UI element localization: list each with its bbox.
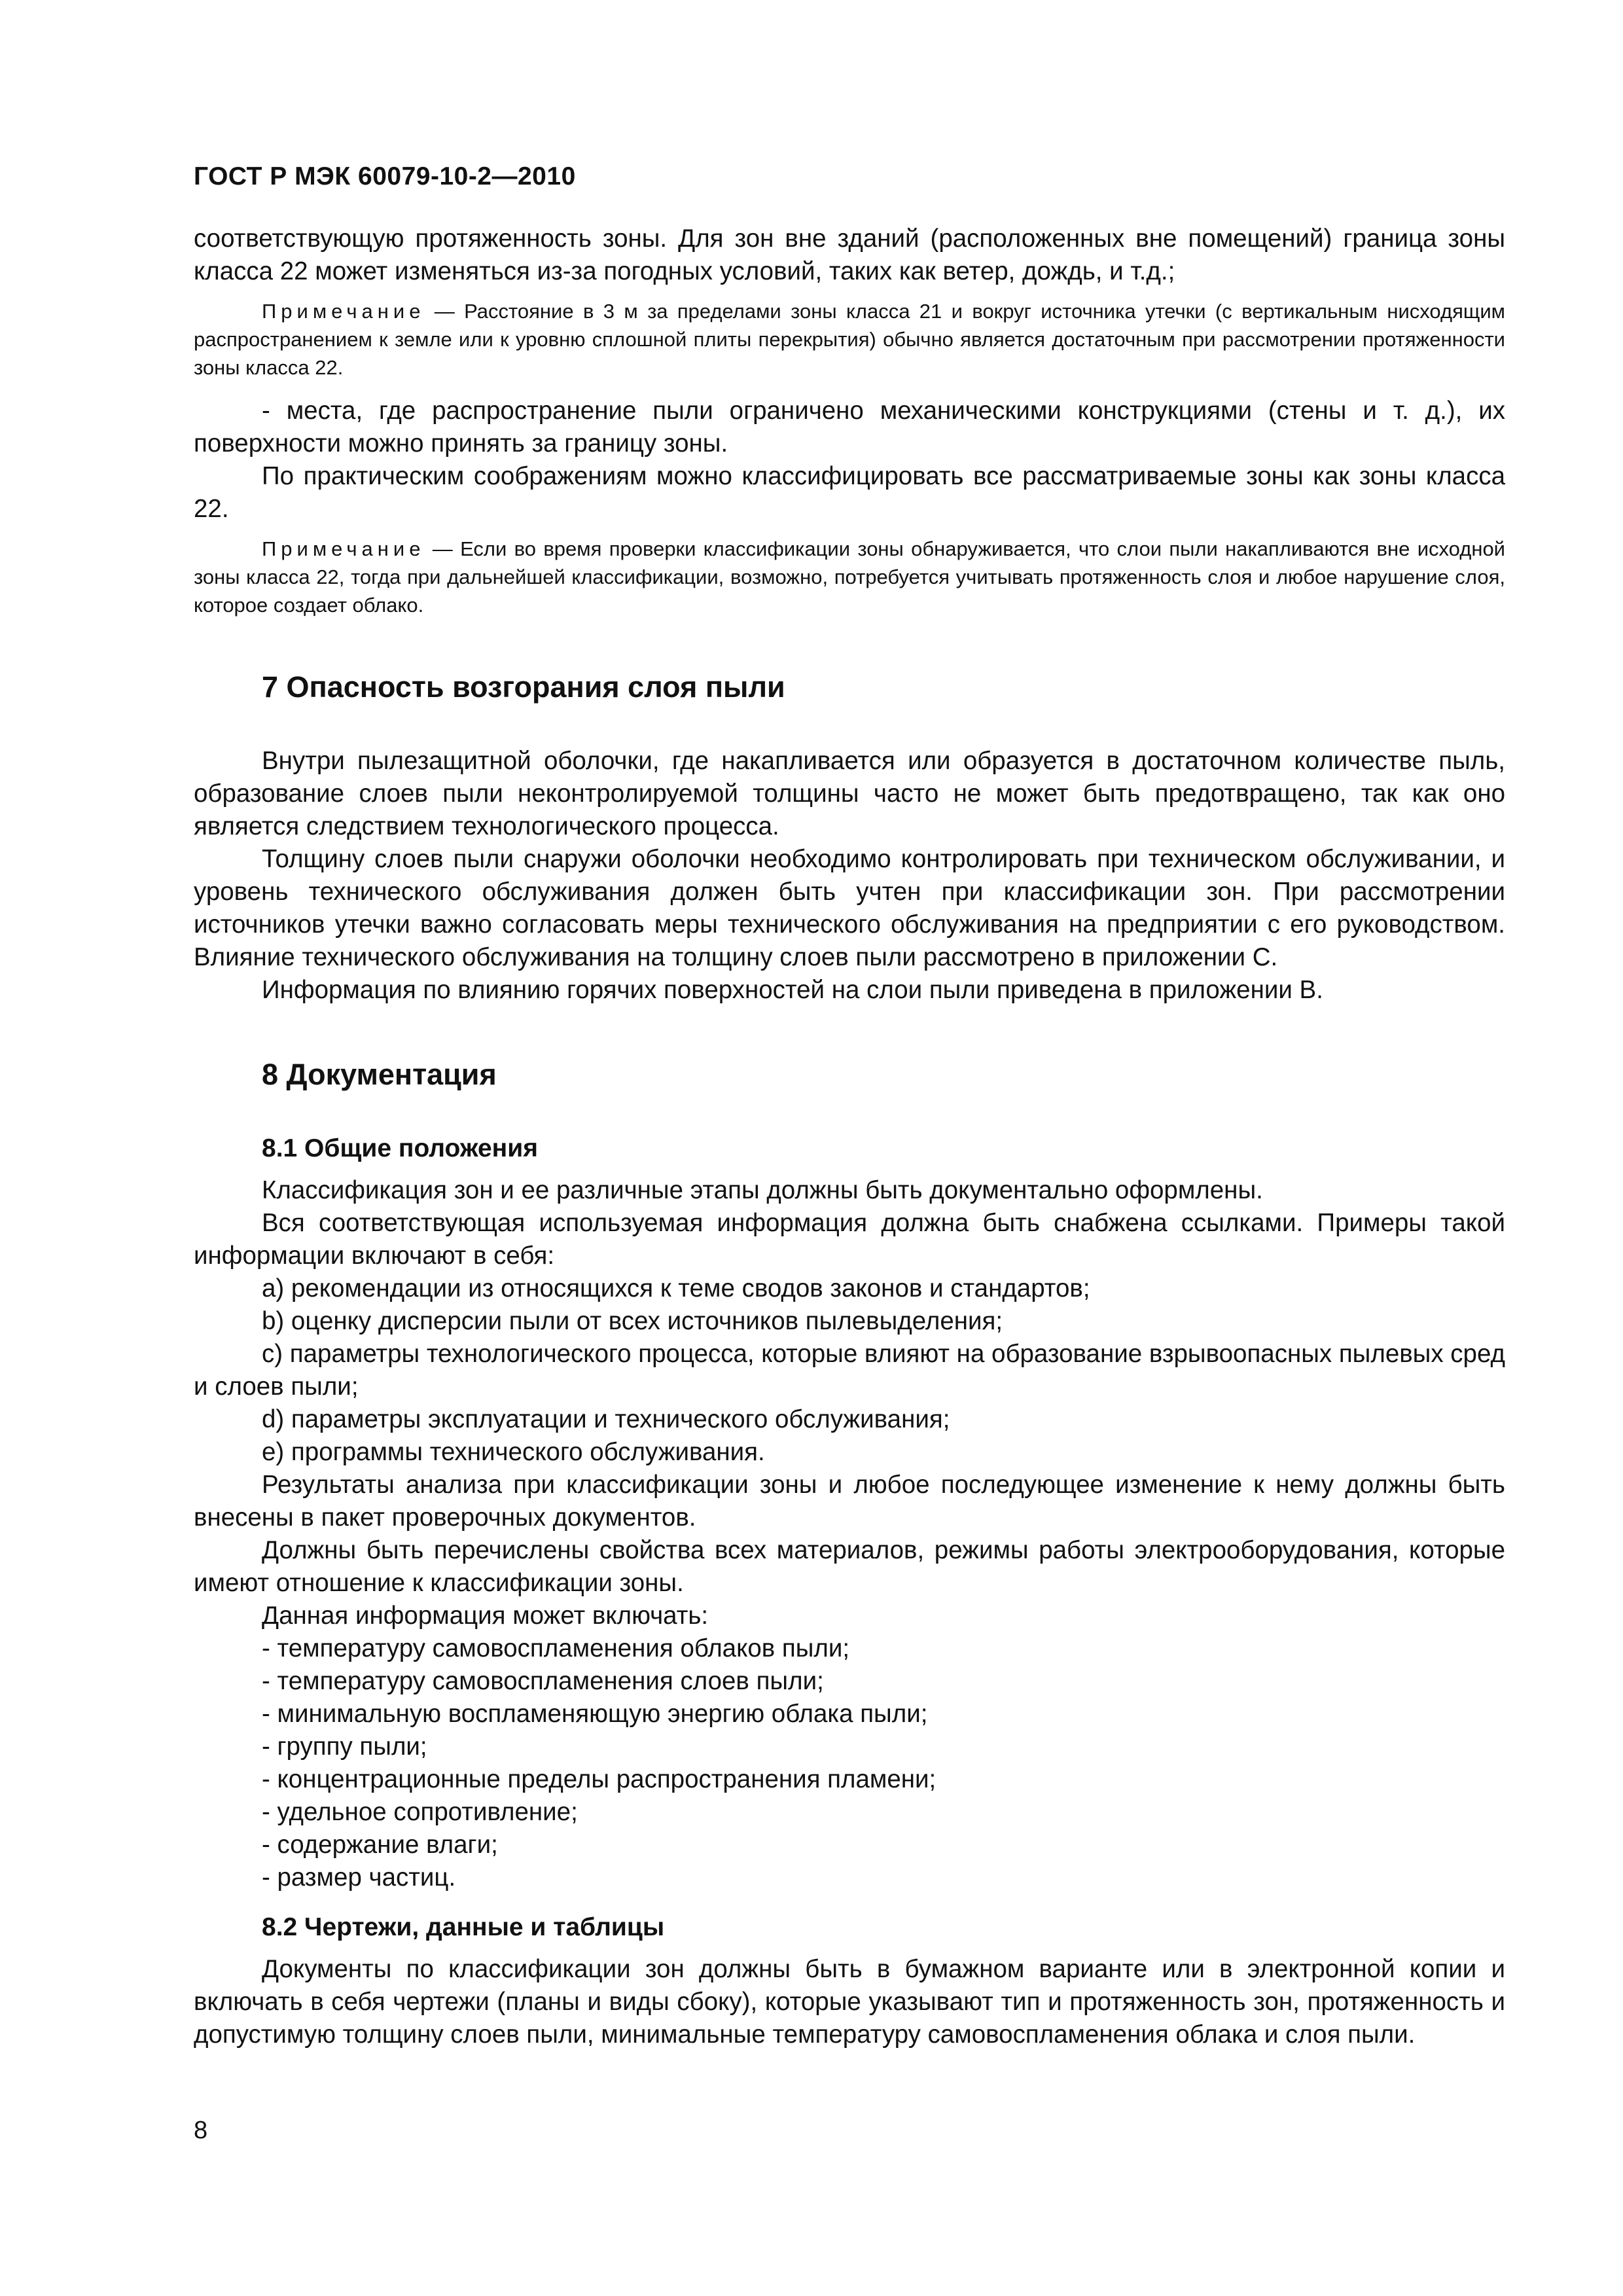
list-item: b) оценку дисперсии пыли от всех источников пылевыделения; (262, 1307, 1003, 1335)
note (194, 535, 1505, 619)
dash-list-item: - концентрационные пределы распространения пламени; (262, 1765, 936, 1793)
subsection-8-2-heading: 8.2 Чертежи, данные и таблицы (262, 1913, 665, 1941)
section-7-heading: 7 Опасность возгорания слоя пыли (262, 670, 785, 704)
dash-list-item: - температуру самовоспламенения облаков пыли; (262, 1634, 850, 1662)
paragraph: Вся соответствующая используемая информация должна быть снабжена ссылками. Примеры такой информации включают в себя: (194, 1209, 1505, 1270)
dash-list-item: - температуру самовоспламенения слоев пыли; (262, 1667, 824, 1695)
paragraph: Информация по влиянию горячих поверхностей на слои пыли приведена в приложении В. (262, 976, 1323, 1004)
dash-list-item: - содержание влаги; (262, 1831, 498, 1859)
section-8-heading: 8 Документация (262, 1058, 497, 1091)
note-label: Примечание (262, 537, 425, 560)
paragraph: Внутри пылезащитной оболочки, где накапливается или образуется в достаточном количестве пыль, образование слоев пыли неконтролируемой толщины часто не может быть предотвращено, так как оно является следствием технологического процесса. (194, 747, 1505, 840)
paragraph: Данная информация может включать: (262, 1602, 709, 1630)
page-content (194, 223, 1505, 2051)
paragraph: Документы по классификации зон должны быть в бумажном варианте или в электронной копии и включать в себя чертежи (планы и виды сбоку), которые указывают тип и протяженность зон, протяженность и допустимую толщину слоев пыли, минимальные температуру самовоспламенения облака и слоя пыли. (194, 1955, 1505, 2049)
page-number: 8 (194, 2117, 208, 2144)
note-label: Примечание (262, 300, 425, 323)
paragraph: соответствующую протяженность зоны. Для зон вне зданий (расположенных вне помещений) граница зоны класса 22 может изменяться из-за погодных условий, таких как ветер, дождь, и т.д.; (194, 224, 1505, 285)
list-item: a) рекомендации из относящихся к теме сводов законов и стандартов; (262, 1274, 1090, 1302)
paragraph: - места, где распространение пыли ограничено механическими конструкциями (стены и т. д.), их поверхности можно принять за границу зоны. (194, 397, 1505, 457)
paragraph: Результаты анализа при классификации зоны и любое последующее изменение к нему должны быть внесены в пакет проверочных документов. (194, 1471, 1505, 1532)
note-text: — Расстояние в 3 м за пределами зоны класса 21 и вокруг источника утечки (с вертикальным нисходящим распространением к земле или к уровню сплошной плиты перекрытия) обычно является достаточным при рассмотрении протяженности зоны класса 22. (194, 300, 1505, 379)
note-text: — Если во время проверки классификации зоны обнаруживается, что слои пыли накапливаются вне исходной зоны класса 22, тогда при дальнейшей классификации, возможно, потребуется учитывать протяженность слоя и любое нарушение слоя, которое создает облако. (194, 537, 1505, 617)
dash-list-item: - размер частиц. (262, 1863, 456, 1892)
list-item: e) программы технического обслуживания. (262, 1438, 765, 1466)
dash-list-item: - группу пыли; (262, 1732, 427, 1761)
document-code-header: ГОСТ Р МЭК 60079-10-2—2010 (194, 162, 576, 190)
note (194, 297, 1505, 382)
subsection-8-1-heading: 8.1 Общие положения (262, 1134, 538, 1162)
list-item: c) параметры технологического процесса, которые влияют на образование взрывоопасных пылевых сред и слоев пыли; (194, 1340, 1505, 1401)
list-item: d) параметры эксплуатации и технического обслуживания; (262, 1405, 950, 1433)
paragraph: Должны быть перечислены свойства всех материалов, режимы работы электрооборудования, которые имеют отношение к классификации зоны. (194, 1536, 1505, 1597)
paragraph: Толщину слоев пыли снаружи оболочки необходимо контролировать при техническом обслуживании, и уровень технического обслуживания должен быть учтен при классификации зон. При рассмотрении источников утечки важно согласовать меры технического обслуживания на предприятии с его руководством. Влияние технического обслуживания на толщину слоев пыли рассмотрено в приложении С. (194, 845, 1505, 971)
paragraph: По практическим соображениям можно классифицировать все рассматриваемые зоны как зоны класса 22. (194, 462, 1505, 523)
dash-list-item: - минимальную воспламеняющую энергию облака пыли; (262, 1700, 928, 1728)
paragraph: Классификация зон и ее различные этапы должны быть документально оформлены. (262, 1176, 1263, 1204)
dash-list-item: - удельное сопротивление; (262, 1798, 578, 1826)
